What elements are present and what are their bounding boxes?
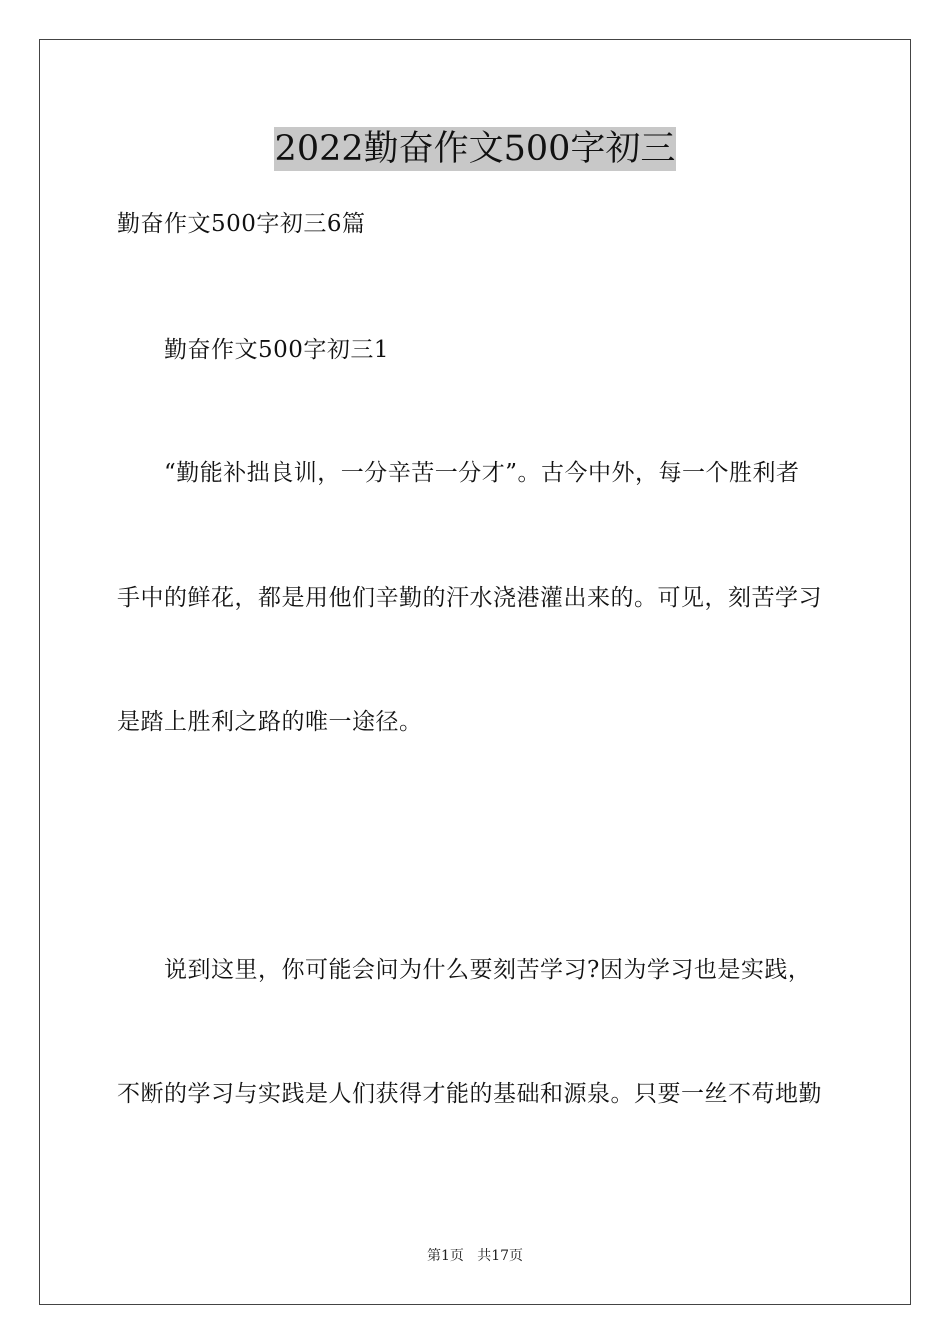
document-subtitle: 勤奋作文500字初三6篇: [117, 211, 366, 237]
section-heading: 勤奋作文500字初三1: [164, 337, 390, 363]
paragraph-1-line-3: 是踏上胜利之路的唯一途径。: [117, 709, 423, 735]
page-footer: 第1页 共17页: [426, 1248, 524, 1264]
paragraph-1-line-2: 手中的鲜花，都是用他们辛勤的汗水浇港灌出来的。可见，刻苦学习: [117, 585, 822, 611]
document-title: 2022勤奋作文500字初三: [274, 129, 676, 169]
title-container: [0, 127, 950, 171]
paragraph-1-line-1: “勤能补拙良训，一分辛苦一分才”。古今中外，每一个胜利者: [164, 460, 800, 486]
paragraph-2-line-2: 不断的学习与实践是人们获得才能的基础和源泉。只要一丝不苟地勤: [117, 1081, 822, 1107]
paragraph-2-line-1: 说到这里，你可能会问为什么要刻苦学习?因为学习也是实践，: [164, 957, 812, 983]
